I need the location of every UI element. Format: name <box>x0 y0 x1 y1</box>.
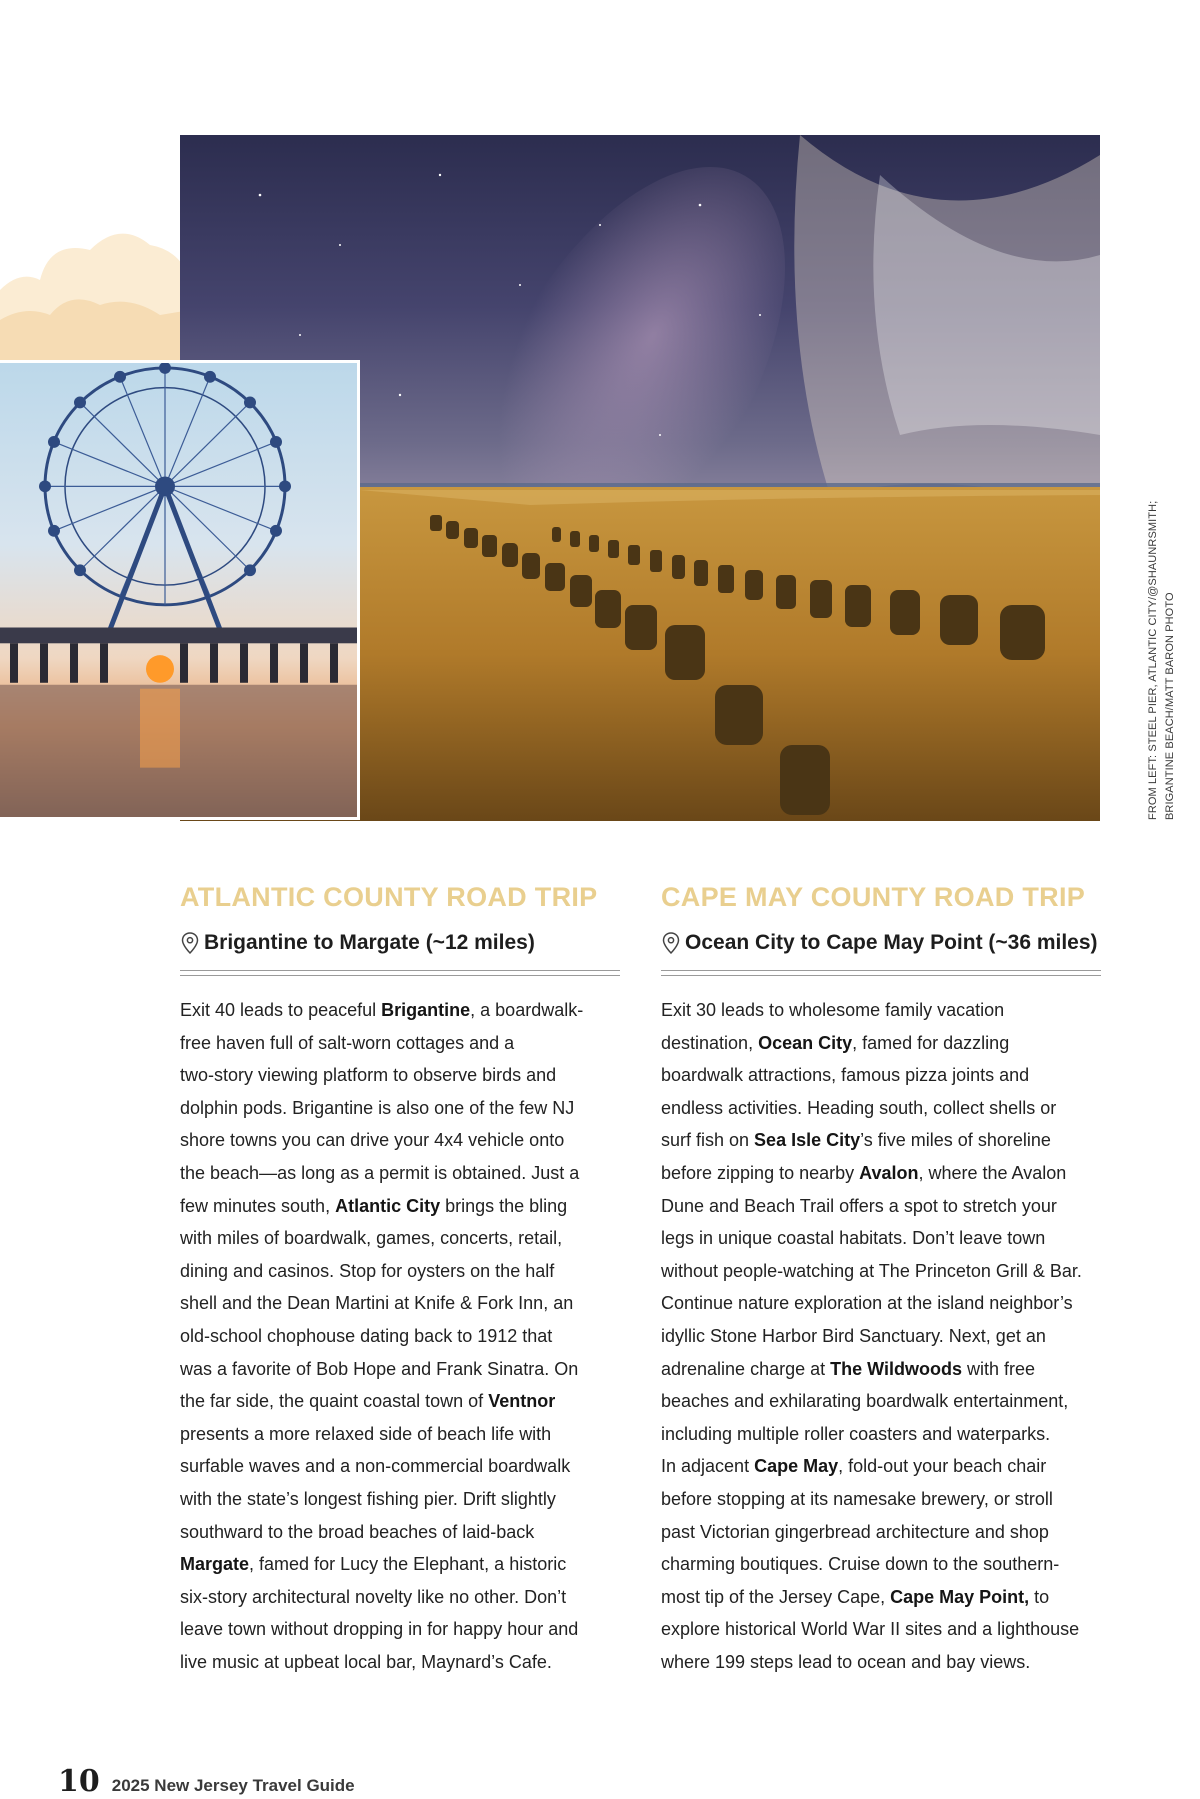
body-text-line <box>661 1516 1101 1549</box>
text-run: the far side, the quaint coastal town of <box>180 1391 489 1412</box>
body-text-line <box>180 1418 620 1451</box>
text-run: two-story viewing platform to observe birds and <box>180 1065 557 1086</box>
body-text-line <box>180 1027 620 1060</box>
body-text-line <box>661 994 1101 1027</box>
inset-photo-steel-pier <box>0 360 360 820</box>
text-run: presents a more relaxed side of beach life with <box>180 1423 552 1444</box>
text-run: without people-watching at The Princeton Grill & Bar. <box>661 1260 1082 1281</box>
bold-place-name: The Wildwoods <box>830 1358 962 1379</box>
body-text-line <box>661 1092 1101 1125</box>
bold-place-name: Brigantine <box>381 1000 471 1020</box>
text-run: dolphin pods. Brigantine is also one of the few NJ <box>180 1097 575 1118</box>
text-run: before zipping to nearby <box>661 1162 860 1183</box>
body-text-line <box>180 1385 620 1418</box>
body-text-line <box>661 1255 1101 1288</box>
body-text-line <box>180 1483 620 1516</box>
cape-may-heading: CAPE MAY COUNTY ROAD TRIP <box>661 882 1086 912</box>
text-run: boardwalk attractions, famous pizza joints and <box>661 1065 1030 1086</box>
text-run: endless activities. Heading south, collect shells or <box>661 1097 1057 1118</box>
body-text-line <box>661 1581 1101 1614</box>
publication-title: 2025 New Jersey Travel Guide <box>111 1776 355 1795</box>
map-pin-icon <box>180 931 200 955</box>
text-run: dining and casinos. Stop for oysters on the half <box>180 1260 555 1281</box>
body-text-line <box>661 1059 1101 1092</box>
body-text-line <box>661 1190 1101 1223</box>
body-text-line <box>661 1418 1101 1451</box>
body-text-line <box>661 1613 1101 1646</box>
bold-place-name: Cape May Point, <box>890 1586 1030 1607</box>
body-text-line <box>180 994 620 1027</box>
text-run: before stopping at its namesake brewery, or stroll <box>661 1488 1053 1509</box>
section-divider <box>180 970 620 976</box>
text-run: , fold-out your beach chair <box>838 1456 1047 1477</box>
body-text-line <box>180 1353 620 1386</box>
body-text-line <box>661 1222 1101 1255</box>
cape-may-route-label: Ocean City to Cape May Point (~36 miles) <box>685 931 1098 954</box>
body-text-line <box>661 1353 1101 1386</box>
text-run: , famed for dazzling <box>852 1032 1010 1053</box>
body-text-line <box>180 1450 620 1483</box>
body-text-line <box>180 1581 620 1614</box>
body-text-line <box>661 1483 1101 1516</box>
photo-credit-line-1: FROM LEFT: STEEL PIER, ATLANTIC CITY/@SHAUNRSMITH; <box>1147 500 1159 820</box>
photo-credit <box>1145 490 1187 820</box>
body-text-line <box>661 1450 1101 1483</box>
text-run: including multiple roller coasters and waterparks. <box>661 1423 1051 1444</box>
text-run: live music at upbeat local bar, Maynard’s Cafe. <box>180 1651 552 1672</box>
body-text-line <box>180 1190 620 1223</box>
text-run: Exit 30 leads to wholesome family vacation <box>661 1000 1005 1020</box>
body-text-line <box>661 1320 1101 1353</box>
text-run: Continue nature exploration at the island neighbor’s <box>661 1293 1073 1314</box>
body-text-line <box>180 1646 620 1679</box>
text-run: legs in unique coastal habitats. Don’t leave town <box>661 1228 1046 1249</box>
page-number: 10 <box>58 1764 100 1799</box>
bold-place-name: Ocean City <box>758 1032 853 1053</box>
text-run: few minutes south, <box>180 1195 336 1216</box>
text-run: beaches and exhilarating boardwalk entertainment, <box>661 1391 1069 1412</box>
body-text-line <box>180 1287 620 1320</box>
cape-may-body <box>661 994 1101 1678</box>
atlantic-route <box>180 928 620 958</box>
watercolor-cloud <box>0 210 190 360</box>
text-run: brings the bling <box>440 1195 568 1216</box>
body-text-line <box>180 1255 620 1288</box>
text-run: leave town without dropping in for happy hour and <box>180 1619 579 1640</box>
text-run: six-story architectural novelty like no other. Don’t <box>180 1586 567 1607</box>
text-run: Exit 40 leads to peaceful <box>180 1000 382 1020</box>
text-run: free haven full of salt-worn cottages and a <box>180 1032 515 1053</box>
body-text-line <box>661 1646 1101 1679</box>
map-pin-icon <box>661 931 681 955</box>
bold-place-name: Cape May <box>754 1456 839 1477</box>
text-run: idyllic Stone Harbor Bird Sanctuary. Next, get an <box>661 1325 1046 1346</box>
body-text-line <box>661 1027 1101 1060</box>
bold-place-name: Sea Isle City <box>754 1130 861 1151</box>
body-text-line <box>661 1385 1101 1418</box>
atlantic-body <box>180 994 620 1678</box>
text-run: , a boardwalk- <box>470 1000 584 1020</box>
body-text-line <box>180 1222 620 1255</box>
page-footer <box>58 1764 355 1798</box>
bold-place-name: Avalon <box>859 1162 919 1183</box>
body-text-line <box>180 1124 620 1157</box>
text-run: past Victorian gingerbread architecture and shop <box>661 1521 1049 1542</box>
body-text-line <box>661 1157 1101 1190</box>
text-run: with the state’s longest fishing pier. Drift slightly <box>180 1488 556 1509</box>
body-text-line <box>180 1092 620 1125</box>
photo-credit-line-2: BRIGANTINE BEACH/MATT BARON PHOTO <box>1164 592 1176 820</box>
text-run: Dune and Beach Trail offers a spot to stretch your <box>661 1195 1057 1216</box>
text-run: surfable waves and a non-commercial boardwalk <box>180 1456 571 1477</box>
text-run: destination, <box>661 1032 759 1053</box>
text-run: with free <box>961 1358 1035 1379</box>
bold-place-name: Atlantic City <box>335 1195 441 1216</box>
text-run: where 199 steps lead to ocean and bay views. <box>661 1651 1031 1672</box>
text-run: shore towns you can drive your 4x4 vehicle onto <box>180 1130 565 1151</box>
body-text-line <box>661 1124 1101 1157</box>
bold-place-name: Margate <box>180 1554 250 1575</box>
text-run: explore historical World War II sites and a lighthouse <box>661 1619 1080 1640</box>
text-run: adrenaline charge at <box>661 1358 831 1379</box>
body-text-line <box>661 1548 1101 1581</box>
text-run: , where the Avalon <box>918 1162 1067 1183</box>
cape-may-county-section <box>661 880 1101 1678</box>
text-run: southward to the broad beaches of laid-back <box>180 1521 535 1542</box>
atlantic-heading: ATLANTIC COUNTY ROAD TRIP <box>180 882 598 912</box>
text-run: In adjacent <box>661 1456 755 1477</box>
text-run: with miles of boardwalk, games, concerts, retail, <box>180 1228 563 1249</box>
bold-place-name: Ventnor <box>488 1391 556 1412</box>
text-run: , famed for Lucy the Elephant, a historic <box>249 1554 567 1575</box>
text-run: shell and the Dean Martini at Knife & Fork Inn, an <box>180 1293 574 1314</box>
section-divider <box>661 970 1101 976</box>
text-run: most tip of the Jersey Cape, <box>661 1586 891 1607</box>
body-text-line <box>180 1613 620 1646</box>
text-run: was a favorite of Bob Hope and Frank Sinatra. On <box>180 1358 579 1379</box>
text-run: charming boutiques. Cruise down to the southern- <box>661 1554 1060 1575</box>
body-text-line <box>180 1516 620 1549</box>
body-text-line <box>180 1548 620 1581</box>
cape-may-route <box>661 928 1101 958</box>
body-text-line <box>661 1287 1101 1320</box>
text-run: to <box>1029 1586 1050 1607</box>
body-text-line <box>180 1157 620 1190</box>
text-run: surf fish on <box>661 1130 755 1151</box>
text-run: old-school chophouse dating back to 1912 that <box>180 1325 553 1346</box>
atlantic-route-label: Brigantine to Margate (~12 miles) <box>204 931 535 954</box>
atlantic-county-section <box>180 880 620 1678</box>
text-run: the beach—as long as a permit is obtained. Just a <box>180 1162 580 1183</box>
text-run: ’s five miles of shoreline <box>860 1130 1051 1151</box>
body-text-line <box>180 1320 620 1353</box>
body-text-line <box>180 1059 620 1092</box>
